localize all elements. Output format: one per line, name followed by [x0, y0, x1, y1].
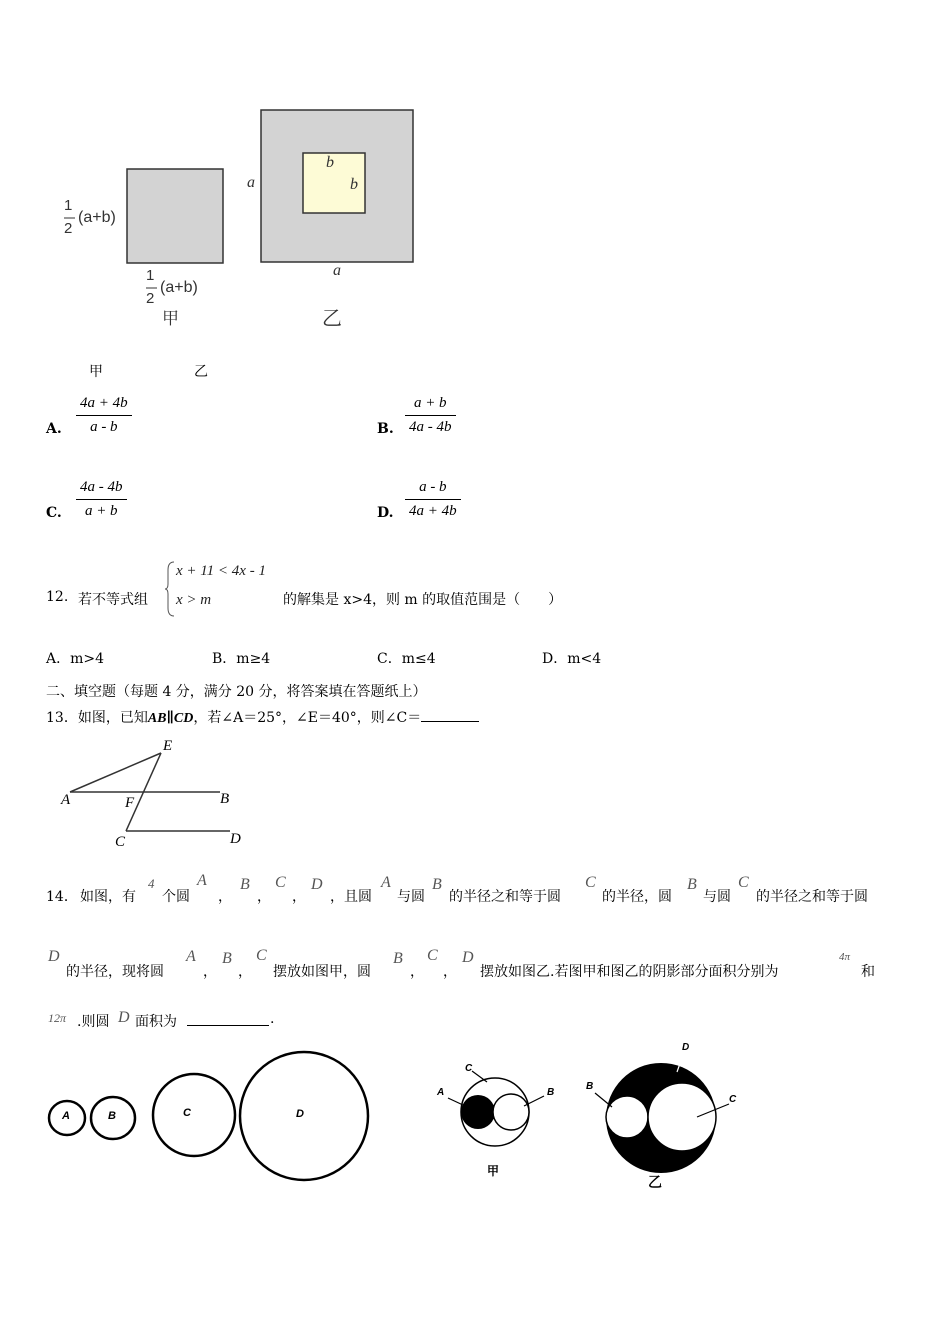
q14-l1-16: 的半径，圆 — [602, 889, 672, 905]
q13-text-before: 如图，已知 — [77, 710, 148, 726]
q14-l2-14: 4π — [839, 951, 851, 963]
q14-l1-17: B — [687, 876, 697, 893]
q11-option-d-label[interactable]: D. — [377, 505, 394, 521]
q14-l3-1: .则圆 — [77, 1014, 110, 1030]
section2-title: 二、填空题（每题 4 分，满分 20 分，将答案填在答题纸上） — [46, 684, 427, 700]
line-ae — [70, 753, 161, 792]
q14-answer-blank[interactable] — [187, 1012, 269, 1026]
q11-option-c-fraction[interactable] — [76, 479, 127, 520]
jia-circle-a — [461, 1095, 495, 1129]
q14-l3-3: 面积为 — [135, 1014, 177, 1030]
q12-option-a[interactable]: A．m>4 — [46, 651, 105, 667]
q13-point-d: D — [230, 831, 241, 847]
half-num-bottom: 1 — [146, 267, 155, 284]
q12-option-d[interactable]: D．m<4 — [542, 651, 602, 667]
circle-d — [240, 1052, 368, 1180]
yi-label-d: D — [682, 1042, 690, 1053]
jia-leader-c — [472, 1071, 487, 1082]
jia-circle-b — [493, 1094, 529, 1130]
q14-l1-15: C — [585, 874, 596, 891]
q13-ab-cd: AB∥CD — [147, 711, 194, 726]
q14-l1-9: D — [311, 876, 323, 893]
yi-inner-b-top: b — [326, 154, 334, 171]
q14-l1-2: 个圆 — [162, 889, 190, 905]
q14-l2-0: D — [48, 948, 60, 965]
jia-circles-caption: 甲 — [487, 1164, 500, 1178]
yi-side-a-bottom: a — [333, 262, 341, 279]
q14-l2-1: 的半径，现将圆 — [66, 964, 164, 980]
q13-point-c: C — [115, 834, 126, 850]
q14-l1-20: 的半径之和等于圆 — [756, 889, 868, 905]
q14-l1-14: 的半径之和等于圆 — [449, 889, 561, 905]
q14-l2-3: ， — [203, 964, 217, 980]
yi-circle-b — [606, 1096, 648, 1138]
q14-l1-6: ， — [257, 889, 271, 905]
q14-l1-12: 与圆 — [397, 889, 425, 905]
q12-option-b[interactable]: B．m≥4 — [212, 651, 271, 667]
q11-option-a-den: a - b — [90, 419, 118, 435]
yi-inner-b-right: b — [350, 176, 358, 193]
q14-l1-13: B — [432, 876, 442, 893]
q11-option-c-den: a + b — [84, 503, 118, 519]
q13-number: 13． — [46, 710, 78, 726]
jia-label-a: A — [437, 1087, 445, 1098]
q14-l2-6: C — [256, 947, 267, 964]
q11-option-d-den: 4a + 4b — [409, 503, 457, 519]
q11-option-b-fraction[interactable] — [405, 395, 456, 436]
q14-l1-10: ，且圆 — [330, 889, 372, 905]
label-circle-b: B — [108, 1110, 116, 1122]
q11-caption-jia: 甲 — [89, 364, 103, 380]
yi-circles-caption: 乙 — [648, 1174, 662, 1190]
jia-side-label-left: (a+b) — [78, 209, 116, 226]
jia-side-label-bottom: (a+b) — [160, 279, 198, 296]
q14-l1-3: A — [197, 872, 207, 889]
q13-point-f: F — [125, 795, 135, 811]
q14-l3-2: D — [118, 1009, 130, 1026]
yi-figure-caption: 乙 — [322, 308, 342, 330]
q14-l1-19: C — [738, 874, 749, 891]
q12-option-c[interactable]: C．m≤4 — [377, 651, 436, 667]
half-den-bottom: 2 — [146, 290, 155, 307]
yi-label-b: B — [586, 1081, 594, 1092]
yi-circle-c — [648, 1083, 716, 1151]
q12-number: 12. — [46, 589, 69, 605]
q14-l2-7: 摆放如图甲，圆 — [273, 964, 371, 980]
q14-l2-11: ， — [443, 964, 457, 980]
q11-option-c-label[interactable]: C. — [46, 505, 62, 521]
q14-l1-18: 与圆 — [703, 889, 731, 905]
q14-l2-10: C — [427, 947, 438, 964]
q11-option-a-num: 4a + 4b — [76, 395, 132, 416]
circle-c — [153, 1074, 235, 1156]
label-circle-c: C — [183, 1107, 191, 1119]
q14-l2-12: D — [462, 949, 474, 966]
q11-option-d-num: a - b — [405, 479, 461, 500]
label-circle-a: A — [62, 1110, 70, 1122]
yi-label-c: C — [729, 1094, 737, 1105]
q11-option-b-num: a + b — [405, 395, 456, 416]
jia-leader-a — [448, 1098, 463, 1105]
q14-l2-4: B — [222, 950, 232, 967]
q14-l2-2: A — [186, 948, 196, 965]
q14-l1-4: ， — [218, 889, 232, 905]
half-den-left: 2 — [64, 220, 73, 237]
squares-svg — [0, 0, 950, 340]
q14-l1-8: ， — [292, 889, 306, 905]
q13-point-e: E — [163, 738, 173, 754]
q14-l2-5: ， — [238, 964, 252, 980]
q13-text-mid: ，若∠A＝25°，∠E＝40°，则∠C＝ — [193, 710, 422, 726]
jia-label-c: C — [465, 1063, 473, 1074]
q14-l1-1: 4 — [148, 876, 155, 891]
q11-option-b-label[interactable]: B. — [377, 421, 394, 437]
q11-option-c-num: 4a - 4b — [76, 479, 127, 500]
q14-l2-9: ， — [410, 964, 424, 980]
q12-line1: x + 11 < 4x - 1 — [176, 563, 266, 579]
q11-caption-yi: 乙 — [194, 364, 208, 380]
q14-l1-0: 如图，有 — [80, 889, 136, 905]
q11-option-a-fraction[interactable] — [76, 395, 132, 436]
q14-l2-15: 和 — [861, 964, 875, 980]
q13-point-a: A — [61, 792, 71, 808]
half-num-left: 1 — [64, 197, 73, 214]
q13-answer-blank[interactable] — [421, 707, 479, 722]
q14-circles-figure — [0, 1040, 950, 1200]
q14-l3-end: . — [270, 1011, 275, 1027]
q13-point-b: B — [220, 791, 230, 807]
jia-figure-caption: 甲 — [162, 309, 179, 328]
q14-l1-7: C — [275, 874, 286, 891]
jia-square — [127, 169, 223, 263]
q14-l1-11: A — [381, 874, 391, 891]
q14-l3-0: 12π — [48, 1011, 67, 1025]
q12-line2: x > m — [176, 592, 212, 608]
q14-l1-5: B — [240, 876, 250, 893]
q11-option-a-label[interactable]: A. — [46, 421, 62, 437]
q12-suffix: 的解集是 x>4，则 m 的取值范围是（ ） — [283, 592, 563, 608]
yi-side-a-left: a — [247, 174, 255, 191]
q14-l2-8: B — [393, 950, 403, 967]
q14-l2-13: 摆放如图乙.若图甲和图乙的阴影部分面积分别为 — [480, 964, 779, 980]
q11-option-b-den: 4a - 4b — [409, 419, 452, 435]
q13-text — [46, 707, 479, 727]
q11-option-d-fraction[interactable] — [405, 479, 461, 520]
jia-label-b: B — [547, 1087, 555, 1098]
q14-number: 14． — [46, 889, 78, 905]
q12-prefix: 若不等式组 — [78, 592, 148, 608]
label-circle-d: D — [296, 1108, 304, 1120]
